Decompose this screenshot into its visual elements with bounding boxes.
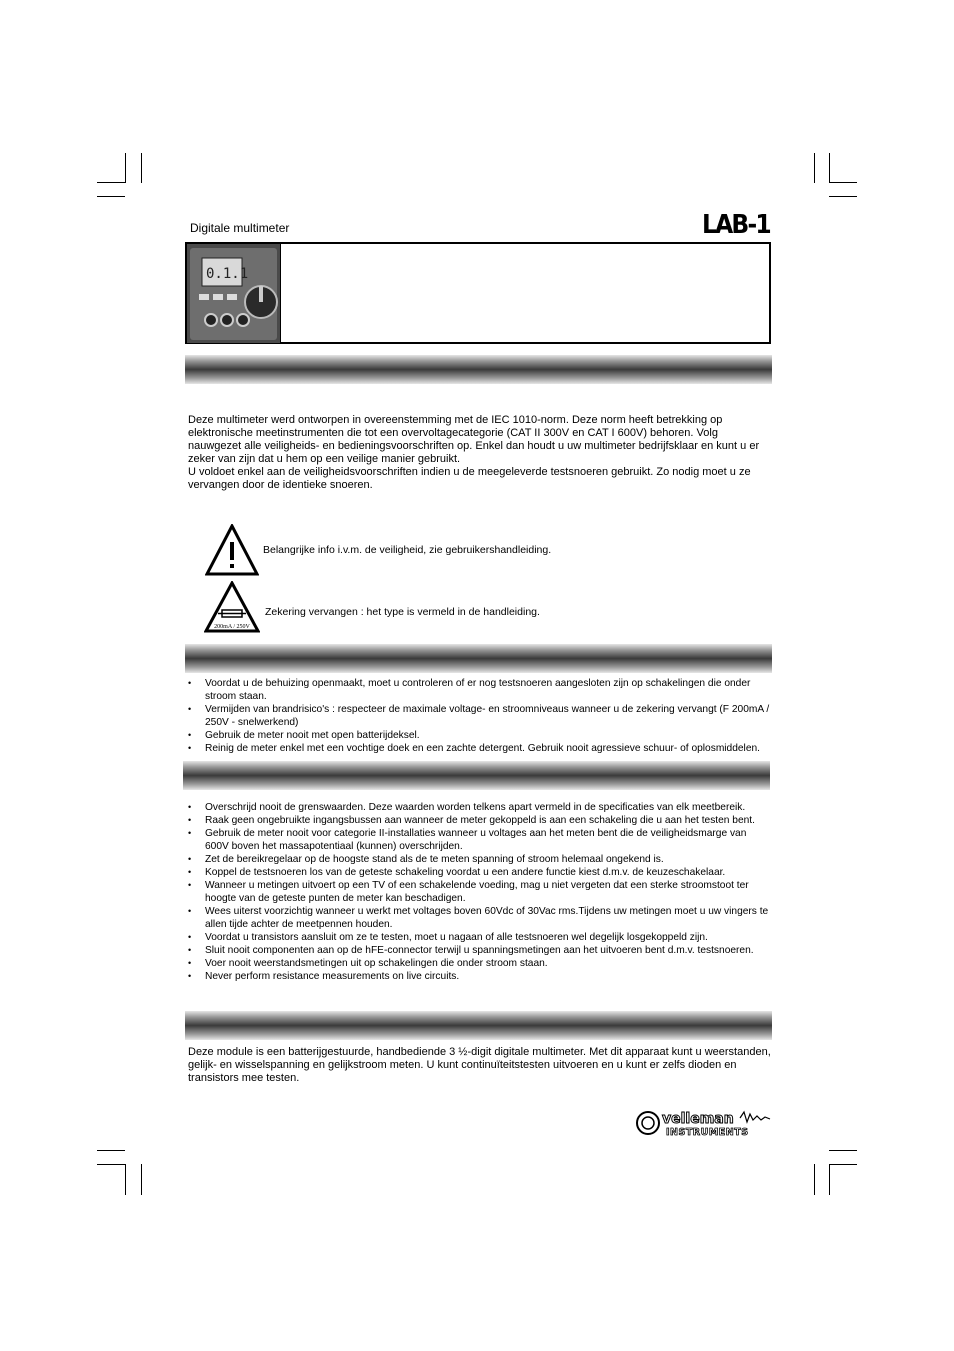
fuse-triangle-icon — [204, 581, 260, 638]
velleman-logo — [636, 1108, 774, 1138]
fuse-rating-label: 200mA / 250V — [214, 624, 250, 630]
list-item: • Gebruik de meter nooit met open batterijdeksel. — [188, 729, 772, 742]
list-item: • Sluit nooit componenten aan op de hFE-connector terwijl u spanningsmetingen aan het uitvoeren bent d.m.v. testsnoeren. — [188, 944, 772, 957]
velleman-logo-icon — [636, 1108, 774, 1138]
velleman-brand: velleman — [662, 1111, 734, 1127]
list-item: • Gebruik de meter nooit voor categorie II-installaties wanneer u voltages aan het meten bent die de veiligheidsmarge van 600V boven het massapotentiaal (kunnen) overschrijden. — [188, 827, 772, 853]
display-reading: 0.1.1 — [206, 266, 249, 282]
list-item: • Voer nooit weerstandsmetingen uit op schakelingen die onder stroom staan. — [188, 957, 772, 970]
section-bar-2 — [185, 644, 772, 673]
page-title: Digitale multimeter — [190, 221, 290, 235]
list-item: • Overschrijd nooit de grenswaarden. Deze waarden worden telkens apart vermeld in de specificaties van elk meetbereik. — [188, 801, 772, 814]
intro-paragraph: U voldoet enkel aan de veiligheidsvoorschriften indien u de meegeleverde testsnoeren gebruikt. Zo nodig moet u ze vervangen door de identieke snoeren. — [188, 466, 751, 491]
maintenance-list — [188, 677, 772, 755]
list-item: • Wees uiterst voorzichtig wanneer u werkt met voltages boven 60Vdc of 30Vac rms.Tijdens uw metingen moet u uw vingers te allen tijde achter de meetpennen houden. — [188, 905, 772, 931]
symbol-fuse-text: Zekering vervangen : het type is vermeld in de handleiding. — [265, 606, 540, 618]
section-bar-3 — [183, 761, 770, 790]
list-item: • Never perform resistance measurements on live circuits. — [188, 970, 772, 983]
list-item: • Zet de bereikregelaar op de hoogste stand als de te meten spanning of stroom helemaal ongekend is. — [188, 853, 772, 866]
list-item: • Voordat u transistors aansluit om ze te testen, moet u nagaan of alle testsnoeren wel degelijk losgekoppeld zijn. — [188, 931, 772, 944]
intro-paragraph: Deze multimeter werd ontworpen in overeenstemming met de IEC 1010-norm. Deze norm heeft betrekking op elektronische meetinstrumenten die tot een overvoltagecategorie (CAT II 300V en CAT I 600V) behoren. Volg nauwgezet alle veiligheids- en bedieningsvoorschriften op. Enkel dan houdt u uw multimeter bedrijfsklaar en kunt u er zeker van zijn dat u hem op een veilige manier gebruikt. — [188, 414, 760, 465]
instruments-label: INSTRUMENTS — [666, 1127, 749, 1138]
intro-text — [188, 414, 772, 492]
warning-triangle-icon — [205, 524, 259, 581]
multimeter-photo — [187, 244, 281, 343]
list-item: • Voordat u de behuizing openmaakt, moet u controleren of er nog testsnoeren aangesloten zijn op schakelingen die onder stroom staan. — [188, 677, 772, 703]
section-bar-4 — [185, 1011, 772, 1040]
lab1-logo: LAB-1 — [702, 210, 770, 240]
description-text: Deze module is een batterijgestuurde, handbediende 3 ½-digit digitale multimeter. Met dit apparaat kunt u weerstanden, gelijk- en wisselspanning en gelijkstroom meten. U kunt continuïteitstesten uitvoeren en u kunt er zelfs dioden en transistors mee testen. — [188, 1046, 771, 1084]
list-item: • Wanneer u metingen uitvoert op een TV of een schakelende voeding, mag u niet vergeten dat een sterke stroomstoot ter hoogte van de geteste punten de meter kan beschadigen. — [188, 879, 772, 905]
list-item: • Koppel de testsnoeren los van de geteste schakeling voordat u een andere functie kiest d.m.v. de keuzeschakelaar. — [188, 866, 772, 879]
list-item: • Vermijden van brandrisico's : respecteer de maximale voltage- en stroomniveaus wanneer u de zekering vervangt (F 200mA / 250V - snelwerkend) — [188, 703, 772, 729]
section-bar-1 — [185, 355, 772, 384]
list-item: • Raak geen ongebruikte ingangsbussen aan wanneer de meter gekoppeld is aan een schakeling die u aan het testen bent. — [188, 814, 772, 827]
symbol-warning-text: Belangrijke info i.v.m. de veiligheid, zie gebruikershandleiding. — [263, 544, 552, 556]
multimeter-image — [187, 244, 280, 343]
list-item: • Reinig de meter enkel met een vochtige doek en een zachte detergent. Gebruik nooit agressieve schuur- of oplosmiddelen. — [188, 742, 772, 755]
usage-list — [188, 801, 772, 983]
